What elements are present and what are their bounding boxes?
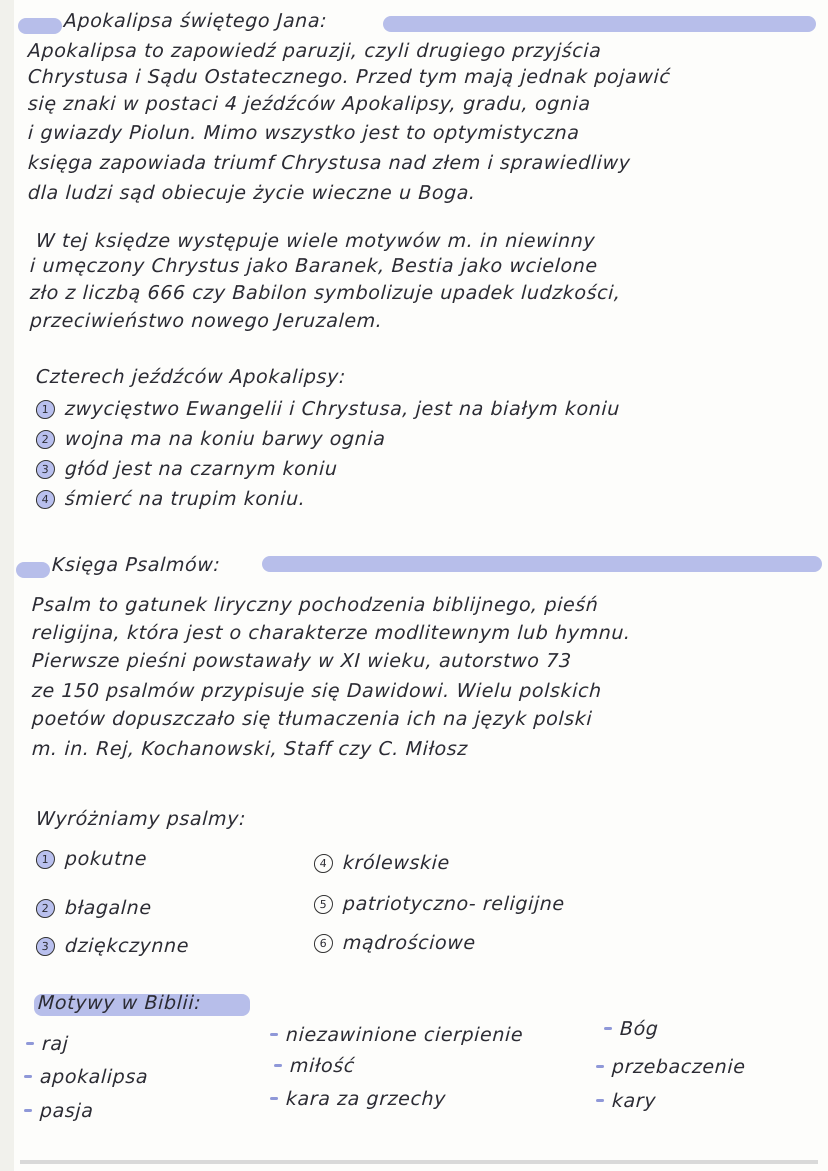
- list-item-text: przebaczenie: [611, 1056, 747, 1078]
- list-item-text: śmierć na trupim koniu.: [64, 488, 306, 510]
- heading-highlight-bar: [262, 556, 822, 572]
- text-line: m. in. Rej, Kochanowski, Staff czy C. Miłosz: [31, 738, 469, 760]
- list-item: [273, 1055, 355, 1077]
- list-item-text: zwycięstwo Ewangelii i Chrystusa, jest na białym koniu: [64, 398, 621, 420]
- list-item: [35, 458, 338, 480]
- list-item-text: mądrościowe: [342, 932, 477, 954]
- number-2-icon: 2: [35, 899, 55, 918]
- bullet-icon: [24, 1109, 32, 1112]
- list-item: [595, 1056, 746, 1078]
- list-item: [35, 897, 152, 919]
- text-line: księga zapowiada triumf Chrystusa nad złem i sprawiedliwy: [27, 152, 632, 174]
- page-edge: [0, 0, 14, 1171]
- bullet-icon: [26, 1042, 34, 1045]
- bullet-icon: [604, 1027, 612, 1030]
- bullet-icon: [24, 1075, 32, 1078]
- text-line: W tej księdze występuje wiele motywów m. in niewinny: [35, 230, 596, 252]
- bullet-icon: [270, 1097, 278, 1100]
- list-item: [35, 488, 306, 510]
- text-line: i umęczony Chrystus jako Baranek, Bestia jako wcielone: [29, 255, 599, 277]
- list-item-text: pokutne: [64, 848, 148, 870]
- text-line: Psalm to gatunek liryczny pochodzenia biblijnego, pieśń: [31, 594, 600, 616]
- list-item-text: miłość: [289, 1055, 356, 1077]
- list-item-text: głód jest na czarnym koniu: [64, 458, 339, 480]
- number-1-icon: 1: [35, 850, 55, 869]
- text-line: zło z liczbą 666 czy Babilon symbolizuje upadek ludzkości,: [29, 282, 622, 304]
- list-item: [603, 1018, 659, 1040]
- list-item: [23, 1100, 94, 1122]
- list-item: [35, 935, 189, 957]
- list-item: [35, 848, 147, 870]
- number-5-icon: 5: [313, 895, 333, 914]
- text-line: przeciwieństwo nowego Jeruzalem.: [29, 310, 384, 332]
- list-item: [35, 398, 620, 420]
- page-bottom-edge: [20, 1160, 818, 1164]
- text-line: poetów dopuszczało się tłumaczenia ich na język polski: [31, 708, 593, 730]
- text-line: ze 150 psalmów przypisuje się Dawidowi. Wielu polskich: [31, 680, 603, 702]
- list-item: [595, 1090, 656, 1112]
- list-item-text: patriotyczno- religijne: [342, 893, 566, 915]
- heading-highlight: [16, 562, 50, 578]
- number-1-icon: 1: [35, 400, 55, 419]
- bullet-icon: [274, 1064, 282, 1067]
- list-item: [269, 1088, 446, 1110]
- list-item-text: błagalne: [64, 897, 153, 919]
- number-4-icon: 4: [35, 490, 55, 509]
- number-3-icon: 3: [35, 460, 55, 479]
- text-line: religijna, która jest o charakterze modlitewnym lub hymnu.: [31, 622, 632, 644]
- list-item-text: królewskie: [342, 852, 451, 874]
- motifs-heading: Motywy w Biblii:: [37, 992, 202, 1014]
- list-item: [269, 1024, 523, 1046]
- text-line: i gwiazdy Piolun. Mimo wszystko jest to optymistyczna: [27, 122, 581, 144]
- list-item: [313, 893, 565, 915]
- text-line: Chrystusa i Sądu Ostatecznego. Przed tym mają jednak pojawić: [27, 66, 672, 88]
- list-item-text: apokalipsa: [39, 1066, 149, 1088]
- text-line: się znaki w postaci 4 jeźdźców Apokalipsy, gradu, ognia: [27, 93, 592, 115]
- bullet-icon: [596, 1065, 604, 1068]
- number-3-icon: 3: [35, 937, 55, 956]
- list-item-text: wojna ma na koniu barwy ognia: [64, 428, 387, 450]
- section-heading-apocalypse: Apokalipsa świętego Jana:: [63, 10, 328, 32]
- list-item-text: kary: [611, 1090, 657, 1112]
- number-2-icon: 2: [35, 430, 55, 449]
- number-6-icon: 6: [313, 934, 333, 953]
- list-item-text: dziękczynne: [64, 935, 190, 957]
- horsemen-heading: Czterech jeźdźców Apokalipsy:: [35, 366, 347, 388]
- text-line: Apokalipsa to zapowiedź paruzji, czyli drugiego przyjścia: [27, 40, 603, 62]
- number-4-icon: 4: [313, 854, 333, 873]
- list-item: [25, 1033, 69, 1055]
- heading-highlight: [18, 18, 62, 34]
- text-line: dla ludzi sąd obiecuje życie wieczne u Boga.: [27, 182, 477, 204]
- list-item: [35, 428, 386, 450]
- list-item: [313, 932, 476, 954]
- list-item: [313, 852, 450, 874]
- heading-highlight-bar: [383, 16, 816, 32]
- list-item-text: pasja: [39, 1100, 95, 1122]
- list-item-text: raj: [41, 1033, 70, 1055]
- psalm-types-heading: Wyróżniamy psalmy:: [35, 808, 247, 830]
- bullet-icon: [270, 1033, 278, 1036]
- list-item-text: kara za grzechy: [285, 1088, 447, 1110]
- list-item: [23, 1066, 148, 1088]
- list-item-text: niezawinione cierpienie: [285, 1024, 524, 1046]
- section-heading-psalms: Księga Psalmów:: [51, 554, 221, 576]
- text-line: Pierwsze pieśni powstawały w XI wieku, autorstwo 73: [31, 650, 573, 672]
- bullet-icon: [596, 1099, 604, 1102]
- list-item-text: Bóg: [619, 1018, 660, 1040]
